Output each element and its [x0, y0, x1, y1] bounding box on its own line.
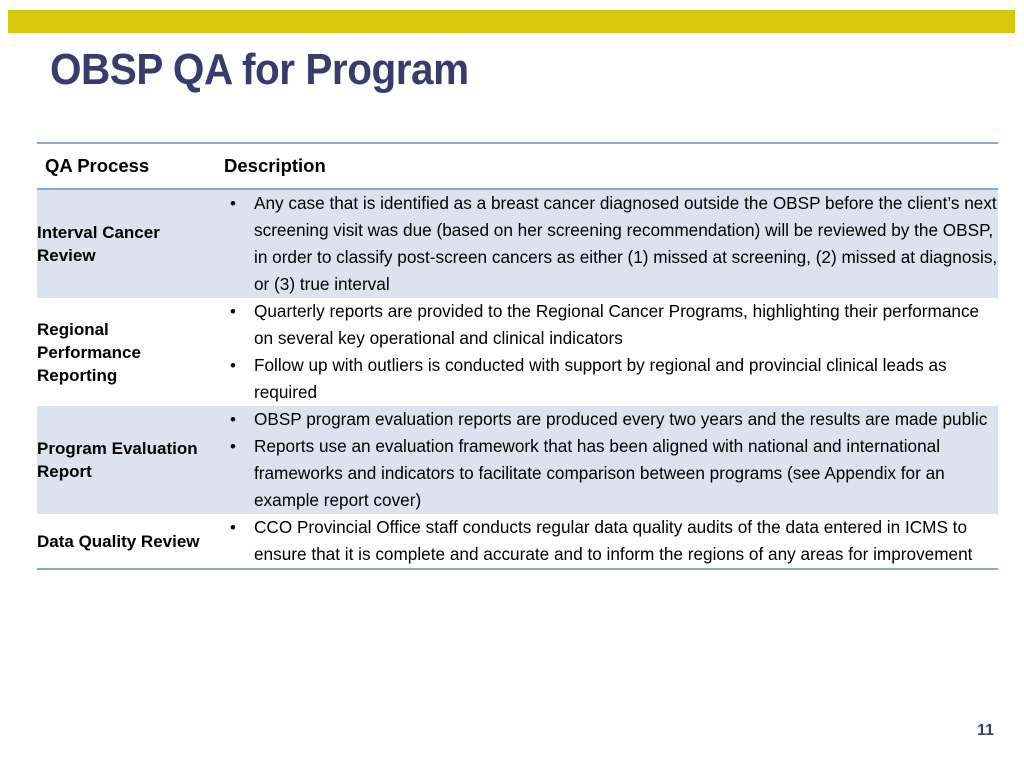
- bullet-point-icon: •: [230, 437, 236, 456]
- description-bullet-list: [214, 190, 998, 298]
- cell-description: [214, 189, 998, 298]
- description-bullet-item: [214, 433, 998, 514]
- column-header-qa-process: QA Process: [37, 143, 214, 189]
- description-bullet-list: [214, 514, 998, 568]
- table-row: [37, 406, 998, 514]
- cell-qa-process: Regional Performance Reporting: [37, 298, 214, 406]
- description-bullet-list: [214, 298, 998, 406]
- bullet-text: OBSP program evaluation reports are produced every two years and the results are made public: [254, 409, 988, 429]
- description-bullet-item: [214, 406, 998, 433]
- cell-description: [214, 406, 998, 514]
- cell-description: [214, 298, 998, 406]
- table-body: [37, 189, 998, 569]
- qa-process-table: [37, 142, 998, 570]
- top-accent-bar: [8, 10, 1015, 33]
- page-number: 11: [977, 722, 994, 739]
- bullet-point-icon: •: [230, 518, 236, 537]
- bullet-text: Any case that is identified as a breast cancer diagnosed outside the OBSP before the client’s next screening visit was due (based on her screening recommendation) will be reviewed by the OBSP, in order to classify post-screen cancers as either (1) missed at screening, (2) missed at diagnosis, or (3) true interval: [254, 193, 998, 294]
- bullet-point-icon: •: [230, 302, 236, 321]
- bullet-text: Follow up with outliers is conducted with support by regional and provincial clinical leads as required: [254, 355, 947, 402]
- table-row: [37, 298, 998, 406]
- bullet-text: CCO Provincial Office staff conducts regular data quality audits of the data entered in ICMS to ensure that it is complete and accurate and to inform the regions of any areas for improvement: [254, 517, 973, 564]
- description-bullet-item: [214, 352, 998, 406]
- bullet-text: Quarterly reports are provided to the Regional Cancer Programs, highlighting their performance on several key operational and clinical indicators: [254, 301, 980, 348]
- table-row: [37, 189, 998, 298]
- cell-description: [214, 514, 998, 569]
- table-header: [37, 143, 998, 189]
- cell-qa-process: Program Evaluation Report: [37, 406, 214, 514]
- table-header-row: [37, 143, 998, 189]
- column-header-description: Description: [214, 143, 998, 189]
- description-bullet-list: [214, 406, 998, 514]
- bullet-text: Reports use an evaluation framework that has been aligned with national and international frameworks and indicators to facilitate comparison between programs (see Appendix for an example report cover): [254, 436, 945, 510]
- description-bullet-item: [214, 298, 998, 352]
- bullet-point-icon: •: [230, 410, 236, 429]
- bullet-point-icon: •: [230, 356, 236, 375]
- description-bullet-item: [214, 514, 998, 568]
- page-title: OBSP QA for Program: [50, 45, 469, 94]
- description-bullet-item: [214, 190, 998, 298]
- bullet-point-icon: •: [230, 194, 236, 213]
- table-row: [37, 514, 998, 569]
- cell-qa-process: Interval Cancer Review: [37, 189, 214, 298]
- cell-qa-process: Data Quality Review: [37, 514, 214, 569]
